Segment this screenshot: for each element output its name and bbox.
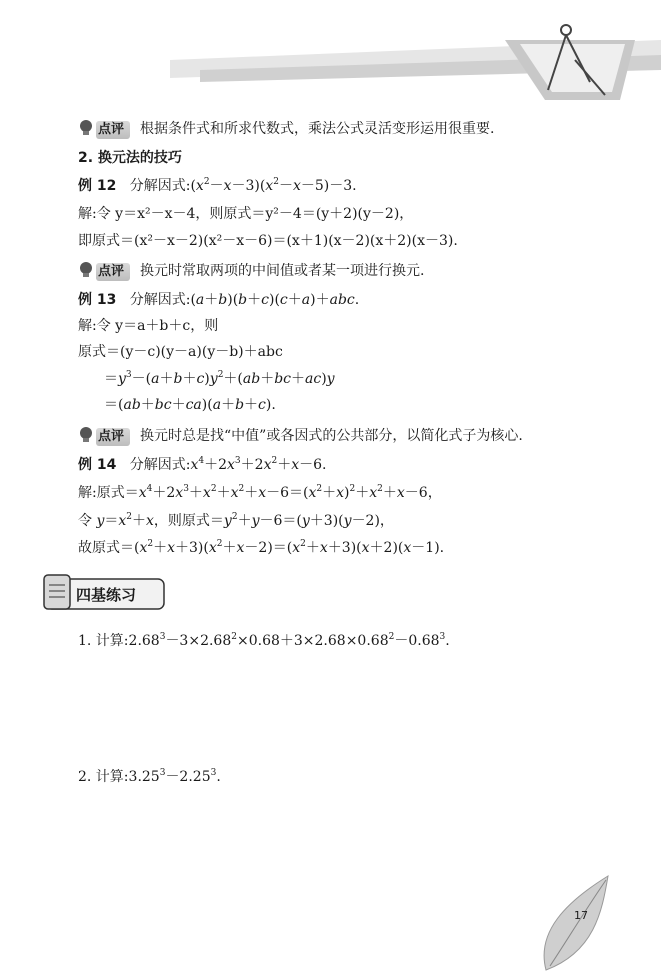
example-label: 例 13 (78, 292, 117, 308)
practice-question-2: 2. 计算$:3.25^3-2.25^3$. (78, 768, 221, 785)
tip-row (78, 119, 494, 139)
example-prompt: 分解因式: (129, 178, 191, 194)
solution-line: ＝(ab＋bc＋ca)(a＋b＋c). (104, 397, 276, 413)
tip-text: 换元时总是找“中值”或各因式的公共部分，以简化式子为核心. (140, 428, 523, 444)
example-expression: $(x^2-x-3)(x^2-x-5)-3$. (190, 177, 357, 194)
tip-label: 点评 (96, 263, 130, 281)
lightbulb-icon (78, 119, 94, 137)
tip-text: 换元时常取两项的中间值或者某一项进行换元. (140, 263, 425, 279)
solution-line: 故原式$=(x^2+x+3)(x^2+x-2)=(x^2+x+3)(x+2)(x-1)$. (78, 539, 445, 556)
tip-label: 点评 (96, 428, 130, 446)
example-label: 例 12 (78, 178, 117, 194)
example-12-title (78, 177, 357, 195)
solution-line: 解:原式$=x^4+2x^3+x^2+x^2+x-6=(x^2+x)^2+x^2+x-6$， (78, 484, 442, 501)
example-prompt: 分解因式: (129, 292, 191, 308)
tip-row (78, 261, 424, 281)
example-13-title (78, 291, 359, 309)
example-label: 例 14 (78, 457, 117, 473)
question-label: 1. 计算: (78, 633, 129, 649)
solution-line: 解:令 y＝a＋b＋c，则 (78, 318, 219, 334)
page-number: 17 (574, 909, 588, 922)
tip-row (78, 426, 523, 446)
example-prompt: 分解因式: (129, 457, 191, 473)
header-decoration (0, 0, 661, 110)
practice-title: 四基练习 (76, 586, 137, 604)
question-label: 2. 计算: (78, 769, 129, 785)
lightbulb-icon (78, 261, 94, 279)
lightbulb-icon (78, 426, 94, 444)
notebook-icon (44, 575, 70, 609)
solution-line: 原式＝(y－c)(y－a)(y－b)＋abc (78, 344, 283, 360)
tip-text: 根据条件式和所求代数式，乘法公式灵活变形运用很重要. (140, 121, 495, 137)
solution-line: $=y^3-(a+b+c)y^2+(ab+bc+ac)y$ (104, 370, 335, 387)
solution-line: 解:令 y＝x²－x－4，则原式＝y²－4＝(y＋2)(y－2)， (78, 206, 414, 222)
tip-label: 点评 (96, 121, 130, 139)
practice-question-1: 1. 计算$:2.68^3-3\times 2.68^2\times 0.68+3\times 2.68\times 0.68^2-0.68^3$. (78, 632, 450, 649)
section-heading: 2. 换元法的技巧 (78, 150, 182, 166)
example-14-title (78, 456, 326, 474)
leaf-decoration (536, 872, 618, 972)
solution-line: 即原式＝(x²－x－2)(x²－x－6)＝(x＋1)(x－2)(x＋2)(x－3). (78, 233, 458, 249)
example-expression: $x^4+2x^3+2x^2+x-6$. (190, 456, 327, 473)
solution-line: 令 $y=x^2+x$，则原式$=y^2+y-6=(y+3)(y-2)$， (78, 512, 394, 529)
example-expression: (a＋b)(b＋c)(c＋a)＋abc. (190, 292, 360, 308)
